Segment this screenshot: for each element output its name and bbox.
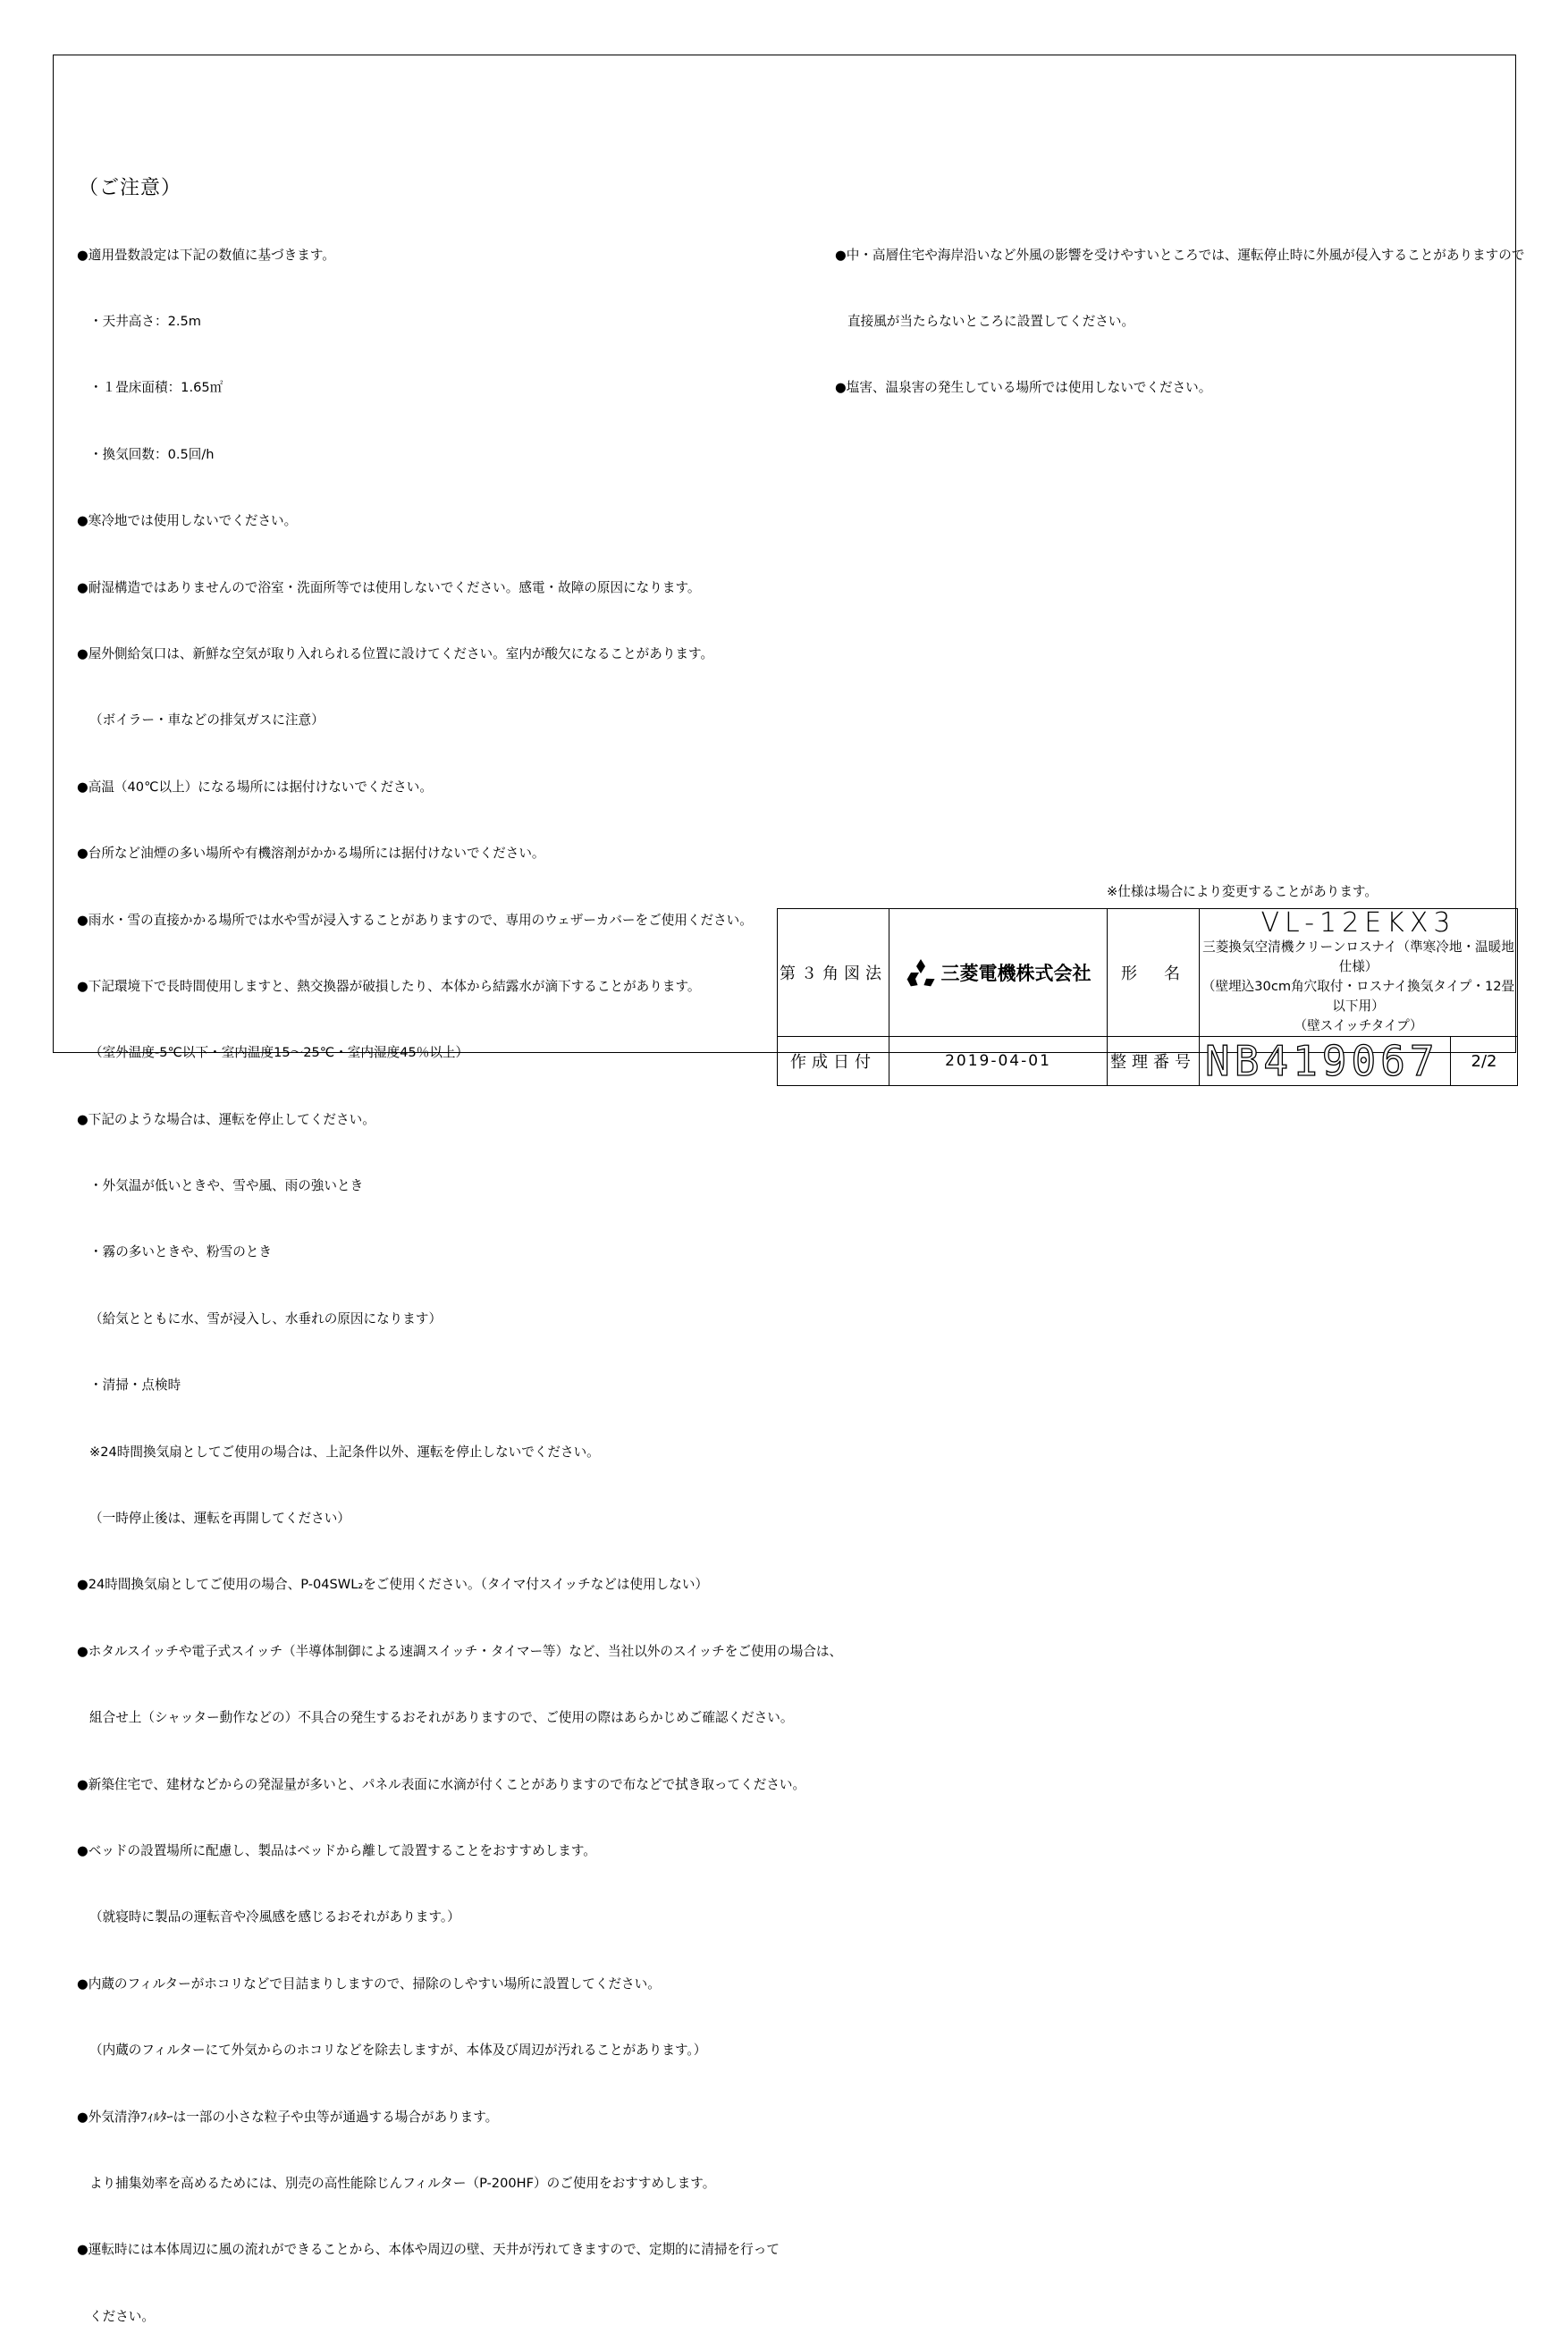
caution-line: ●内蔵のフィルターがホコリなどで目詰まりしますので、掃除のしやすい場所に設置してください。 bbox=[77, 1975, 661, 1992]
three-diamonds-icon bbox=[906, 959, 936, 986]
caution-line: ・１畳床面積：1.65㎡ bbox=[89, 380, 223, 396]
caution-line: ・天井高さ：2.5m bbox=[89, 313, 201, 329]
projection-method: 第３角図法 bbox=[778, 909, 889, 1037]
caution-line: 直接風が当たらないところに設置してください。 bbox=[847, 313, 1135, 329]
date-label: 作成日付 bbox=[778, 1037, 889, 1086]
caution-line: ●耐湿構造ではありませんので浴室・洗面所等では使用しないでください。感電・故障の原因になります。 bbox=[77, 579, 701, 595]
caution-line: ・外気温が低いときや、雪や風、雨の強いとき bbox=[89, 1178, 364, 1194]
caution-line: （給気とともに水、雪が浸入し、水垂れの原因になります） bbox=[89, 1310, 443, 1327]
model-label: 形 名 bbox=[1108, 909, 1200, 1037]
caution-right-column bbox=[835, 200, 1524, 422]
caution-heading: （ご注意） bbox=[79, 177, 182, 199]
caution-line: ●外気清浄ﾌｨﾙﾀｰは一部の小さな粒子や虫等が通過する場合があります。 bbox=[77, 2109, 499, 2125]
company-cell bbox=[889, 909, 1108, 1037]
caution-line: ・換気回数：0.5回/h bbox=[89, 446, 215, 462]
caution-line: ●下記のような場合は、運転を停止してください。 bbox=[77, 1111, 375, 1127]
model-number: VL-12EKX3 bbox=[1260, 907, 1456, 939]
model-description-1: 三菱換気空清機クリーンロスナイ（準寒冷地・温暖地仕様） bbox=[1202, 939, 1514, 974]
caution-line: （就寝時に製品の運転音や冷風感を感じるおそれがあります。） bbox=[89, 1909, 460, 1925]
page-number: 2/2 bbox=[1451, 1037, 1518, 1086]
model-description-2: （壁埋込30cm角穴取付・ロスナイ換気タイプ・12畳以下用） bbox=[1201, 979, 1515, 1014]
caution-line: 組合せ上（シャッター動作などの）不具合の発生するおそれがありますので、ご使用の際はあらかじめご確認ください。 bbox=[89, 1710, 794, 1726]
caution-line: ●高温（40℃以上）になる場所には据付けないでください。 bbox=[77, 779, 433, 795]
caution-line: ●新築住宅で、建材などからの発湿量が多いと、パネル表面に水滴が付くことがありますので布などで拭き取ってください。 bbox=[77, 1776, 806, 1792]
caution-line: （内蔵のフィルターにて外気からのホコリなどを除去しますが、本体及び周辺が汚れることがあります。） bbox=[89, 2043, 707, 2059]
spec-change-note: ※仕様は場合により変更することがあります。 bbox=[1107, 884, 1378, 899]
doc-number: NB419067 bbox=[1200, 1037, 1451, 1086]
title-block bbox=[777, 908, 1518, 1086]
caution-line: ・霧の多いときや、粉雪のとき bbox=[89, 1244, 273, 1260]
caution-line: ●屋外側給気口は、新鮮な空気が取り入れられる位置に設けてください。室内が酸欠になることがあります。 bbox=[77, 645, 714, 661]
caution-line: ●ホタルスイッチや電子式スイッチ（半導体制御による速調スイッチ・タイマー等）など、当社以外のスイッチをご使用の場合は、 bbox=[77, 1643, 843, 1659]
caution-left-column bbox=[77, 200, 842, 2350]
caution-line: ●下記環境下で長時間使用しますと、熱交換器が破損したり、本体から結露水が滴下することがあります。 bbox=[77, 978, 701, 994]
caution-line: ※24時間換気扇としてご使用の場合は、上記条件以外、運転を停止しないでください。 bbox=[89, 1444, 600, 1460]
caution-line: より捕集効率を高めるためには、別売の高性能除じんフィルター（P-200HF）のご使用をおすすめします。 bbox=[89, 2175, 716, 2191]
caution-line: （室外温度-5℃以下・室内温度15～25℃・室内湿度45％以上） bbox=[89, 1045, 469, 1061]
model-cell bbox=[1200, 909, 1518, 1037]
caution-line: （ボイラー・車などの排気ガスに注意） bbox=[89, 712, 325, 729]
caution-line: ●台所など油煙の多い場所や有機溶剤がかかる場所には据付けないでください。 bbox=[77, 846, 545, 862]
caution-line: ●塩害、温泉害の発生している場所では使用しないでください。 bbox=[835, 380, 1212, 396]
model-description-3: （壁スイッチタイプ） bbox=[1294, 1018, 1423, 1033]
caution-line: ●雨水・雪の直接かかる場所では水や雪が浸入することがありますので、専用のウェザーカバーをご使用ください。 bbox=[77, 912, 753, 928]
caution-line: （一時停止後は、運転を再開してください） bbox=[89, 1511, 350, 1527]
caution-line: ●24時間換気扇としてご使用の場合、P-04SWL₂をご使用ください。（タイマ付スイッチなどは使用しない） bbox=[77, 1577, 709, 1593]
creation-date: 2019-04-01 bbox=[889, 1037, 1108, 1086]
company-logo bbox=[889, 959, 1107, 986]
caution-line: ・清掃・点検時 bbox=[89, 1377, 181, 1394]
caution-line: ください。 bbox=[89, 2308, 155, 2324]
caution-line: ●適用畳数設定は下記の数値に基づきます。 bbox=[77, 247, 335, 263]
caution-line: ●運転時には本体周辺に風の流れができることから、本体や周辺の壁、天井が汚れてきますので、定期的に清掃を行って bbox=[77, 2242, 780, 2258]
caution-line: ●中・高層住宅や海岸沿いなど外風の影響を受けやすいところでは、運転停止時に外風が侵入することがありますので bbox=[835, 247, 1525, 263]
caution-line: ●寒冷地では使用しないでください。 bbox=[77, 513, 298, 529]
doc-number-label: 整理番号 bbox=[1108, 1037, 1200, 1086]
caution-line: ●ベッドの設置場所に配慮し、製品はベッドから離して設置することをおすすめします。 bbox=[77, 1842, 596, 1858]
company-name: 三菱電機株式会社 bbox=[940, 963, 1092, 984]
